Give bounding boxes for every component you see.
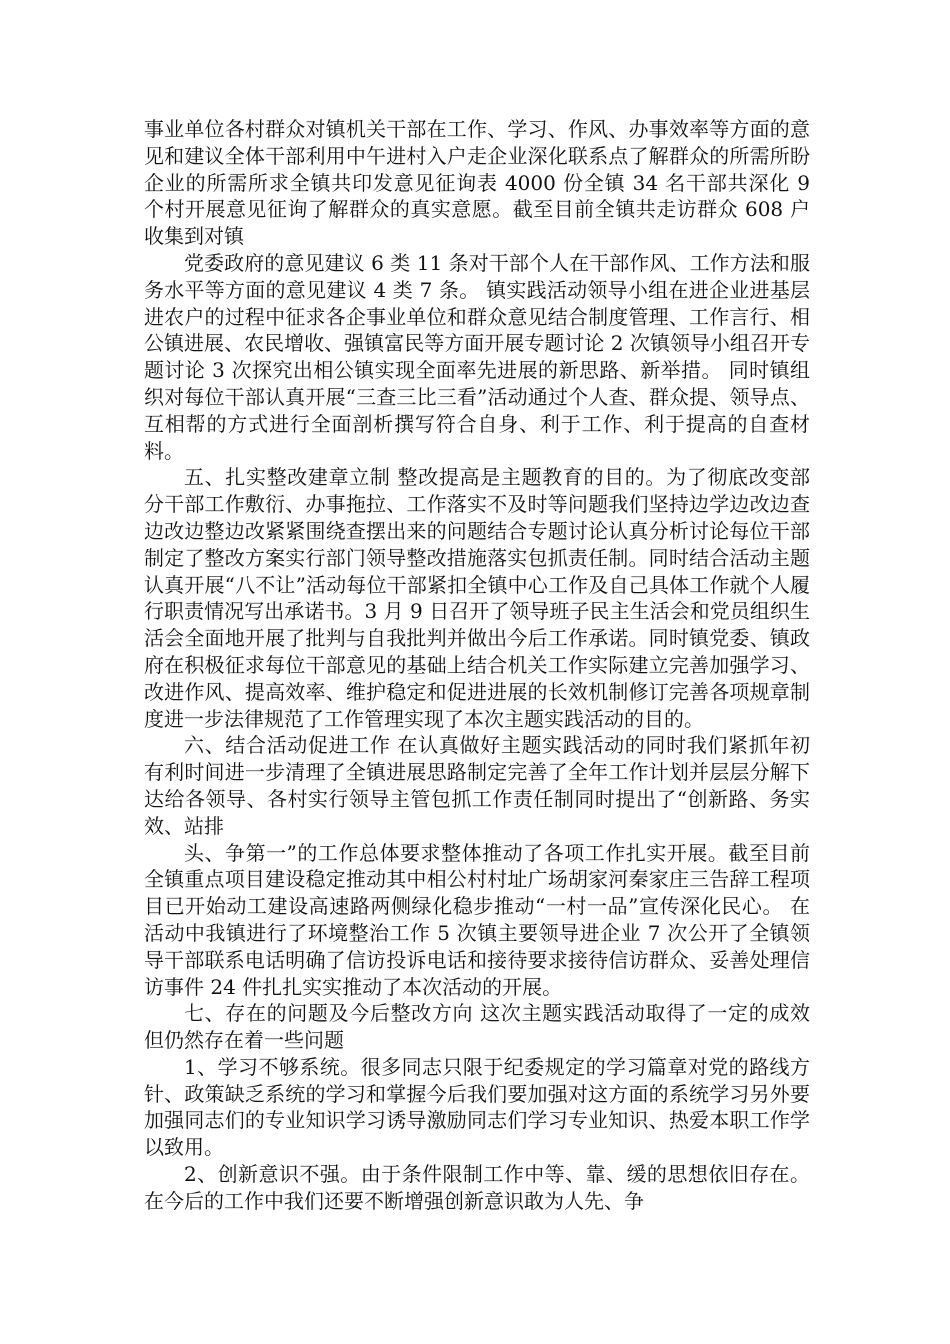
paragraph-5: 头、争第一”的工作总体要求整体推动了各项工作扎实开展。截至目前全镇重点项目建设稳定推动其中相公村村址广场胡家河秦家庄三告辞工程项目已开始动工建设高速路两侧绿化稳步推动“一村一品”宣传深化民心。 在活动中我镇进行了环境整治工作 5 次镇主要领导进企业 7 次公开了全镇领导干部联系电话明确了信访投诉电话和接待要求接待信访群众、妥善处理信访事件 24 件扎扎实实推动了本次活动的开展。: [144, 840, 810, 999]
paragraph-8: 2、创新意识不强。由于条件限制工作中等、靠、缓的思想依旧存在。在今后的工作中我们还要不断增强创新意识敢为人先、争: [144, 1162, 810, 1213]
document-body: [144, 116, 810, 1215]
paragraph-6: 七、存在的问题及今后整改方向 这次主题实践活动取得了一定的成效但仍然存在着一些问题: [144, 1001, 810, 1053]
paragraph-7: 1、学习不够系统。很多同志只限于纪委规定的学习篇章对党的路线方针、政策缺乏系统的学习和掌握今后我们要加强对这方面的系统学习另外要加强同志们的专业知识学习诱导激励同志们学习专业知识、热爱本职工作学以致用。: [144, 1054, 810, 1160]
paragraph-4: 六、结合活动促进工作 在认真做好主题实践活动的同时我们紧抓年初有利时间进一步清理了全镇进展思路制定完善了全年工作计划并层层分解下达给各领导、各村实行领导主管包抓工作责任制同时提出了“创新路、务实效、站排: [144, 733, 810, 838]
paragraph-1: 事业单位各村群众对镇机关干部在工作、学习、作风、办事效率等方面的意见和建议全体干部利用中午进村入户走企业深化联系点了解群众的所需所盼企业的所需所求全镇共印发意见征询表 4000 份全镇 34 名干部共深化 9 个村开展意见征询了解群众的真实意愿。截至目前全镇共走访群众 608 户收集到对镇: [144, 117, 810, 249]
paragraph-2: 党委政府的意见建议 6 类 11 条对干部个人在干部作风、工作方法和服务水平等方面的意见建议 4 类 7 条。 镇实践活动领导小组在进企业进基层进农户的过程中征求各企事业单位和群众意见结合制度管理、工作言行、相公镇进展、农民增收、强镇富民等方面开展专题讨论 2 次镇领导小组召开专题讨论 3 次探究出相公镇实现全面率先进展的新思路、新举措。 同时镇组织对每位干部认真开展“三查三比三看”活动通过个人查、群众提、领导点、互相帮的方式进行全面剖析撰写符合自身、利于工作、利于提高的自查材料。: [144, 250, 810, 463]
paragraph-3: 五、扎实整改建章立制 整改提高是主题教育的目的。为了彻底改变部分干部工作敷衍、办事拖拉、工作落实不及时等问题我们坚持边学边改边查边改边整边改紧紧围绕查摆出来的问题结合专题讨论认真分析讨论每位干部制定了整改方案实行部门领导整改措施落实包抓责任制。同时结合活动主题认真开展“八不让”活动每位干部紧扣全镇中心工作及自己具体工作就个人履行职责情况写出承诺书。3 月 9 日召开了领导班子民主生活会和党员组织生活会全面地开展了批判与自我批判并做出今后工作承诺。同时镇党委、镇政府在积极征求每位干部意见的基础上结合机关工作实际建立完善加强学习、改进作风、提高效率、维护稳定和促进进展的长效机制修订完善各项规章制度进一步法律规范了工作管理实现了本次主题实践活动的目的。: [144, 465, 810, 731]
